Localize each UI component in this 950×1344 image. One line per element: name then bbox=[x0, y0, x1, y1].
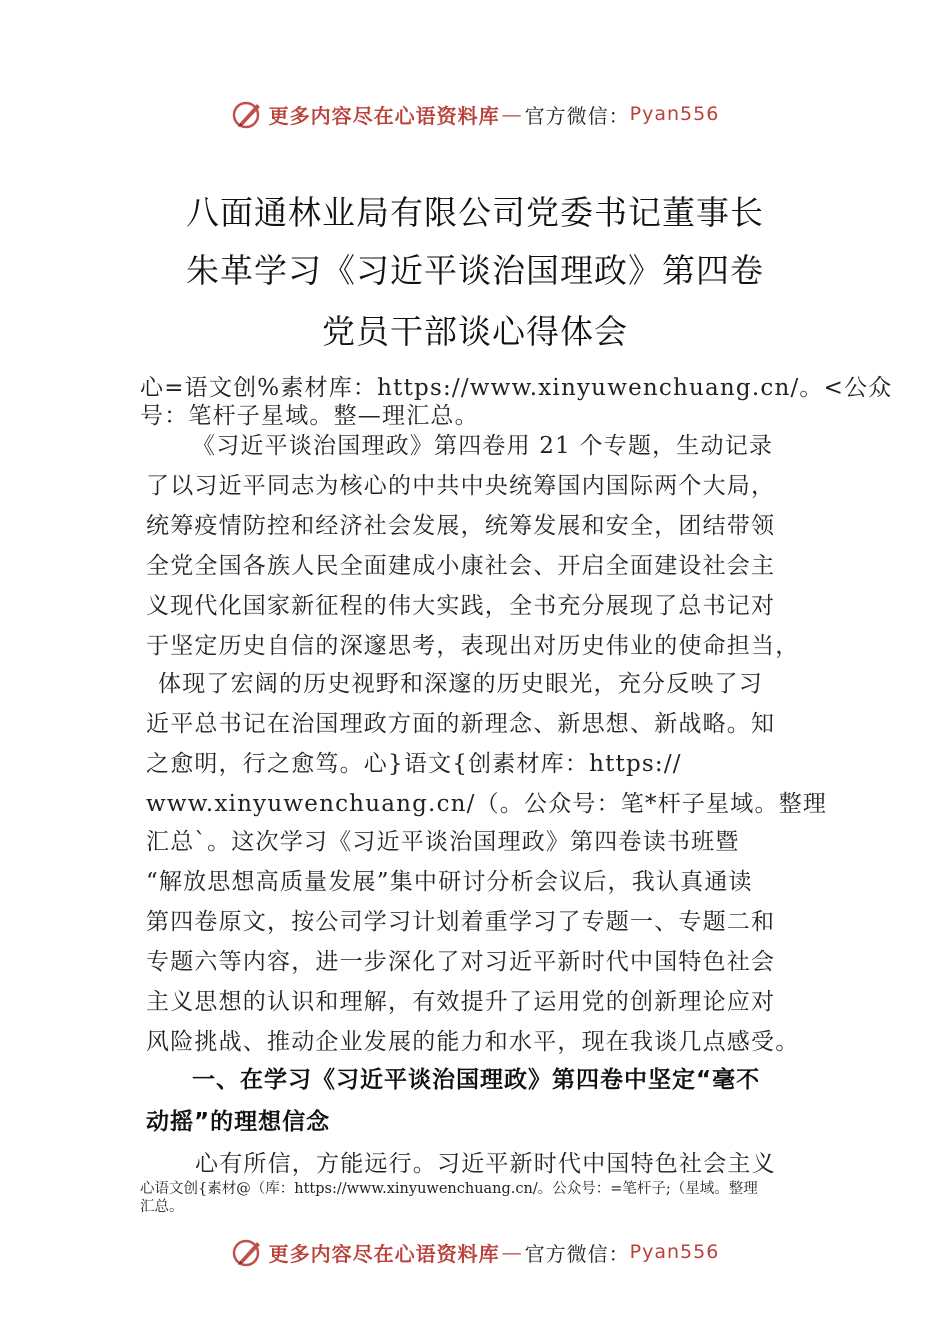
paragraph-1-line: 《习近平谈治国理政》第四卷用 21 个专题，生动记录 bbox=[192, 433, 774, 459]
paragraph-1-line: 风险挑战、推动企业发展的能力和水平，现在我谈几点感受。 bbox=[146, 1029, 800, 1055]
banner-label: 官方微信： bbox=[524, 1241, 630, 1266]
title-line-3: 党员干部谈心得体会 bbox=[322, 312, 628, 351]
pen-logo-icon bbox=[231, 1236, 263, 1268]
bottom-banner bbox=[0, 1232, 950, 1272]
paragraph-1-line: 全党全国各族人民全面建成小康社会、开启全面建设社会主 bbox=[146, 553, 776, 579]
top-banner bbox=[0, 94, 950, 134]
banner-label: 官方微信： bbox=[524, 103, 630, 128]
title-line-1: 八面通林业局有限公司党委书记董事长 bbox=[186, 193, 764, 232]
footer-note-line-1: 心语文创{素材@（库：https://www.xinyuwenchuang.cn/。公众号：=笔杆子;（星域。整理 bbox=[140, 1181, 758, 1197]
banner-text: 更多内容尽在心语资料库 bbox=[268, 1241, 500, 1266]
watermark-line-1: 心=语文创%素材库：https://www.xinyuwenchuang.cn/。<公众 bbox=[140, 375, 893, 401]
paragraph-1-line: 专题六等内容，进一步深化了对习近平新时代中国特色社会 bbox=[146, 949, 776, 975]
watermark-line-2: 号：笔杆子星域。整—理汇总。 bbox=[140, 403, 479, 429]
paragraph-1-line: 于坚定历史自信的深邃思考，表现出对历史伟业的使命担当， bbox=[146, 633, 800, 659]
paragraph-1-line: 义现代化国家新征程的伟大实践，全书充分展现了总书记对 bbox=[146, 593, 776, 619]
paragraph-1-line: 近平总书记在治国理政方面的新理念、新思想、新战略。知 bbox=[146, 711, 776, 737]
paragraph-1-line: 了以习近平同志为核心的中共中央统筹国内国际两个大局， bbox=[146, 473, 776, 499]
banner-wechat-id: Pyan556 bbox=[629, 103, 720, 125]
footer-note-line-2: 汇总。 bbox=[140, 1199, 184, 1215]
paragraph-1-line: www.xinyuwenchuang.cn/（。公众号：笔*杆子星域。整理 bbox=[146, 791, 828, 817]
paragraph-1-line: 主义思想的认识和理解，有效提升了运用党的创新理论应对 bbox=[146, 989, 776, 1015]
paragraph-1-line: 体现了宏阔的历史视野和深邃的历史眼光，充分反映了习 bbox=[158, 671, 763, 697]
paragraph-1-line: “解放思想高质量发展”集中研讨分析会议后，我认真通读 bbox=[146, 869, 753, 895]
title-line-2: 朱革学习《习近平谈治国理政》第四卷 bbox=[186, 251, 764, 290]
section-1-heading-line-2: 动摇”的理想信念 bbox=[146, 1109, 331, 1135]
paragraph-1-line: 汇总`。这次学习《习近平谈治国理政》第四卷读书班暨 bbox=[146, 829, 740, 855]
section-1-heading-line-1: 一、在学习《习近平谈治国理政》第四卷中坚定“毫不 bbox=[192, 1067, 761, 1093]
banner-dash: — bbox=[501, 1240, 523, 1264]
paragraph-1-line: 第四卷原文，按公司学习计划着重学习了专题一、专题二和 bbox=[146, 909, 776, 935]
banner-text: 更多内容尽在心语资料库 bbox=[268, 103, 500, 128]
paragraph-1-line: 统筹疫情防控和经济社会发展，统筹发展和安全，团结带领 bbox=[146, 513, 776, 539]
banner-dash: — bbox=[501, 102, 523, 126]
section-1-first-line: 心有所信，方能远行。习近平新时代中国特色社会主义 bbox=[195, 1151, 776, 1177]
paragraph-1-line: 之愈明，行之愈笃。心}语文{创素材库：https:// bbox=[146, 751, 682, 777]
banner-wechat-id: Pyan556 bbox=[629, 1241, 720, 1263]
pen-logo-icon bbox=[231, 98, 263, 130]
